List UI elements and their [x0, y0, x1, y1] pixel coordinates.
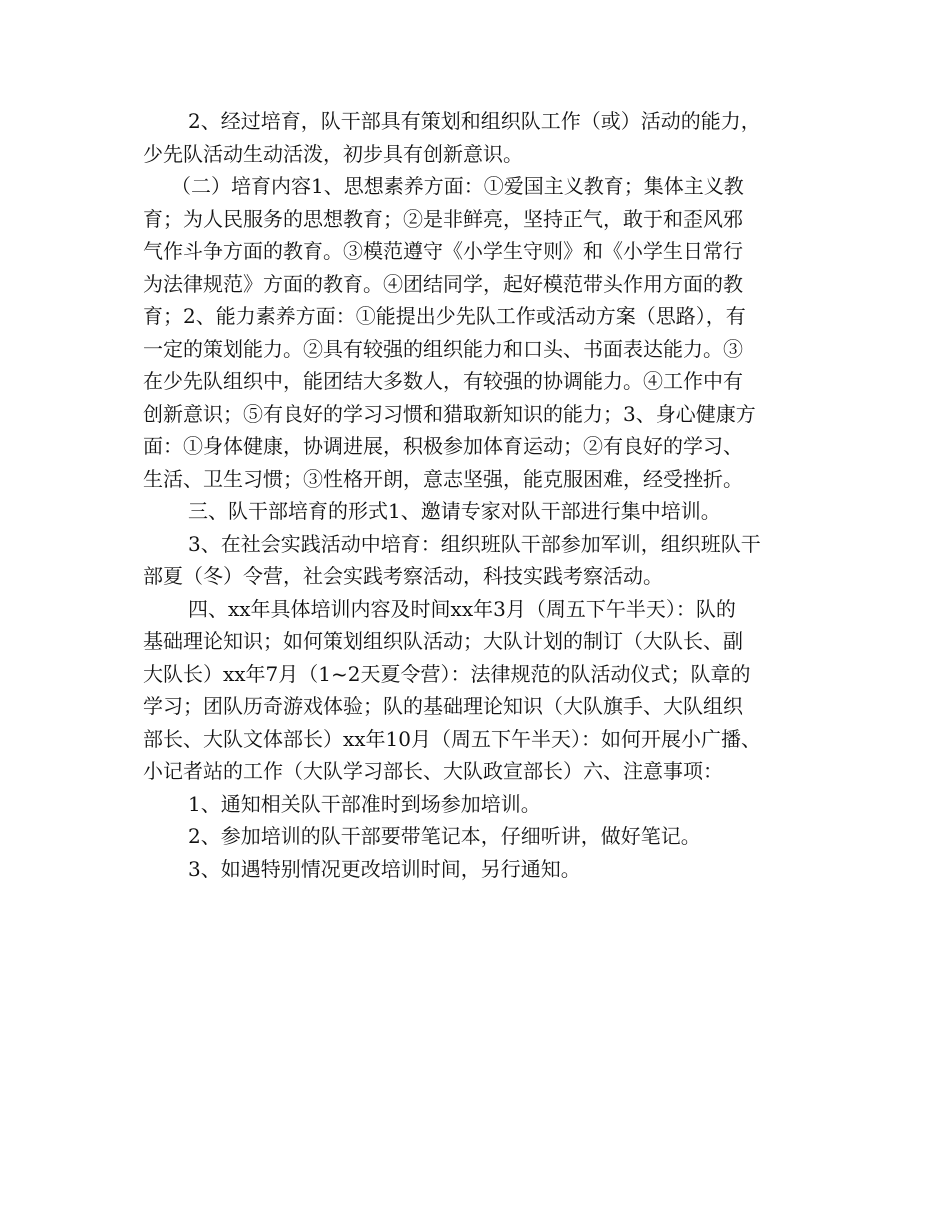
text-line: 3、如遇特别情况更改培训时间，另行通知。	[188, 856, 581, 881]
text-line: 三、队干部培育的形式1、邀请专家对队干部进行集中培训。	[188, 499, 721, 523]
text-line: 3、在社会实践活动中培育：组织班队干部参加军训，组织班队干	[188, 531, 761, 556]
text-line: 在少先队组织中，能团结大多数人，有较强的协调能力。④工作中有	[143, 369, 743, 393]
text-line: 1、通知相关队干部准时到场参加培训。	[188, 791, 541, 816]
text-line: 育；2、能力素养方面：①能提出少先队工作或活动方案（思路），有	[143, 304, 746, 328]
document-body	[143, 105, 823, 885]
text-line: 为法律规范》方面的教育。④团结同学，起好模范带头作用方面的教	[143, 271, 743, 296]
text-line: 2、经过培育，队干部具有策划和组织队工作（或）活动的能力，	[188, 109, 761, 133]
text-line: （二）培育内容1、思想素养方面：①爱国主义教育；集体主义教	[171, 174, 744, 198]
text-line: 2、参加培训的队干部要带笔记本，仔细听讲，做好笔记。	[188, 824, 701, 848]
text-line: 少先队活动生动活泼，初步具有创新意识。	[143, 141, 523, 166]
text-line: 基础理论知识；如何策划组织队活动；大队计划的制订（大队长、副	[143, 629, 743, 653]
text-line: 育；为人民服务的思想教育；②是非鲜亮，坚持正气，敢于和歪风邪	[143, 206, 743, 231]
text-line: 创新意识；⑤有良好的学习习惯和猎取新知识的能力；3、身心健康方	[143, 401, 756, 426]
text-line: 面：①身体健康，协调进展，积极参加体育运动；②有良好的学习、	[143, 434, 743, 458]
text-line: 一定的策划能力。②具有较强的组织能力和口头、书面表达能力。③	[143, 336, 743, 361]
text-line: 气作斗争方面的教育。③模范遵守《小学生守则》和《小学生日常行	[143, 239, 743, 263]
text-line: 学习；团队历奇游戏体验；队的基础理论知识（大队旗手、大队组织	[143, 694, 743, 718]
text-line: 大队长）xx年7月（1~2天夏令营）：法律规范的队活动仪式；队章的	[143, 661, 751, 686]
text-line: 部夏（冬）令营，社会实践考察活动，科技实践考察活动。	[143, 564, 663, 588]
text-line: 小记者站的工作（大队学习部长、大队政宣部长）六、注意事项：	[143, 759, 723, 783]
text-line: 四、xx年具体培训内容及时间xx年3月（周五下午半天）：队的	[188, 596, 736, 621]
text-line: 生活、卫生习惯；③性格开朗，意志坚强，能克服困难，经受挫折。	[143, 466, 743, 491]
text-line: 部长、大队文体部长）xx年10月（周五下午半天）：如何开展小广播、	[143, 726, 762, 751]
